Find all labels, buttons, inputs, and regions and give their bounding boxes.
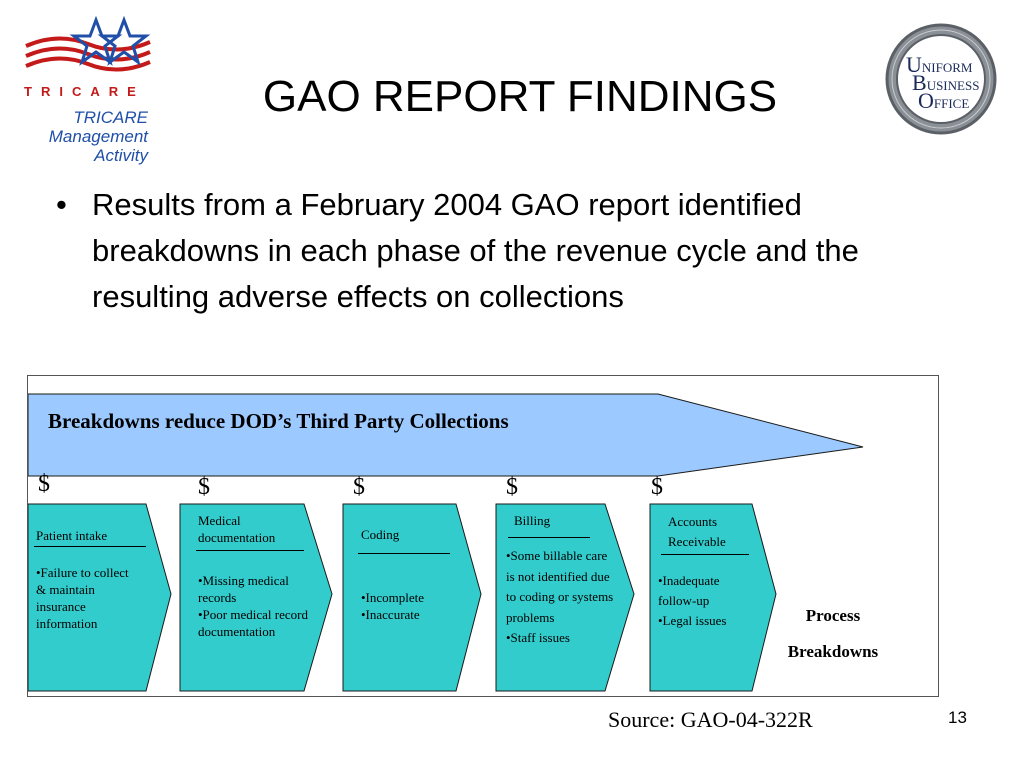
phase-divider <box>358 553 450 554</box>
collections-arrow <box>28 394 863 476</box>
tricare-subtitle <box>49 108 148 165</box>
phase-item: •Failure to collect & maintain insurance information <box>36 565 129 631</box>
dollar-sign: $ <box>38 471 50 497</box>
phase-item: •Some billable care is not identified due to coding or systems problems <box>506 548 614 625</box>
phase-title-coding: Coding <box>361 527 400 542</box>
breakdowns-label: Breakdowns <box>787 642 879 661</box>
ubo-line: UNIFORM <box>906 52 973 77</box>
bullet-item <box>56 182 876 320</box>
phase-item: •Inaccurate <box>361 607 420 622</box>
phase-item: •Legal issues <box>658 613 727 628</box>
phase-items-accounts-receivable <box>658 571 758 631</box>
bullet-dot-icon: • <box>56 187 67 222</box>
page-number: 13 <box>948 708 967 727</box>
phase-items-medical-documentation <box>198 572 310 640</box>
ubo-seal-logo <box>884 22 998 136</box>
dollar-sign: $ <box>198 474 210 500</box>
phase-title-billing: Billing <box>514 513 551 528</box>
phase-title-accounts-receivable: Accounts Receivable <box>668 514 726 549</box>
dollar-sign: $ <box>506 474 518 500</box>
phase-title-patient-intake: Patient intake <box>36 528 108 543</box>
slide-title: GAO REPORT FINDINGS <box>262 72 778 121</box>
phase-items-patient-intake <box>36 564 136 632</box>
process-label: Process <box>805 606 861 625</box>
revenue-cycle-diagram <box>27 375 939 697</box>
source-citation: Source: GAO-04-322R <box>608 707 813 732</box>
tricare-flag-icon <box>18 14 158 89</box>
tricare-subtitle-line: Management <box>48 127 148 146</box>
phase-title-medical-documentation: Medical documentation <box>198 513 276 545</box>
dollar-sign: $ <box>353 474 365 500</box>
phase-divider <box>34 546 146 547</box>
arrow-title: Breakdowns reduce DOD’s Third Party Collections <box>48 409 509 433</box>
tricare-wordmark: TRICARE <box>24 84 145 99</box>
phase-item: •Poor medical record documentation <box>198 607 308 639</box>
tricare-logo <box>18 14 158 164</box>
dollar-sign: $ <box>651 474 663 500</box>
phase-divider <box>661 554 749 555</box>
phase-item: •Inadequate follow-up <box>658 573 720 608</box>
phase-item: •Staff issues <box>506 630 570 645</box>
phase-divider <box>196 550 304 551</box>
ubo-line: OFFICE <box>918 88 970 113</box>
ubo-line: BUSINESS <box>912 70 980 95</box>
phase-item: •Missing medical records <box>198 573 289 605</box>
phase-item: •Incomplete <box>361 590 425 605</box>
phase-items-coding <box>361 589 461 623</box>
tricare-subtitle-line: TRICARE <box>73 108 148 127</box>
bullet-text: Results from a February 2004 GAO report identified breakdowns in each phase of the revenue cycle and the resulting adverse effects on collections <box>92 187 859 314</box>
phase-items-billing <box>506 546 618 649</box>
tricare-subtitle-line: Activity <box>94 146 148 165</box>
phase-divider <box>508 537 590 538</box>
